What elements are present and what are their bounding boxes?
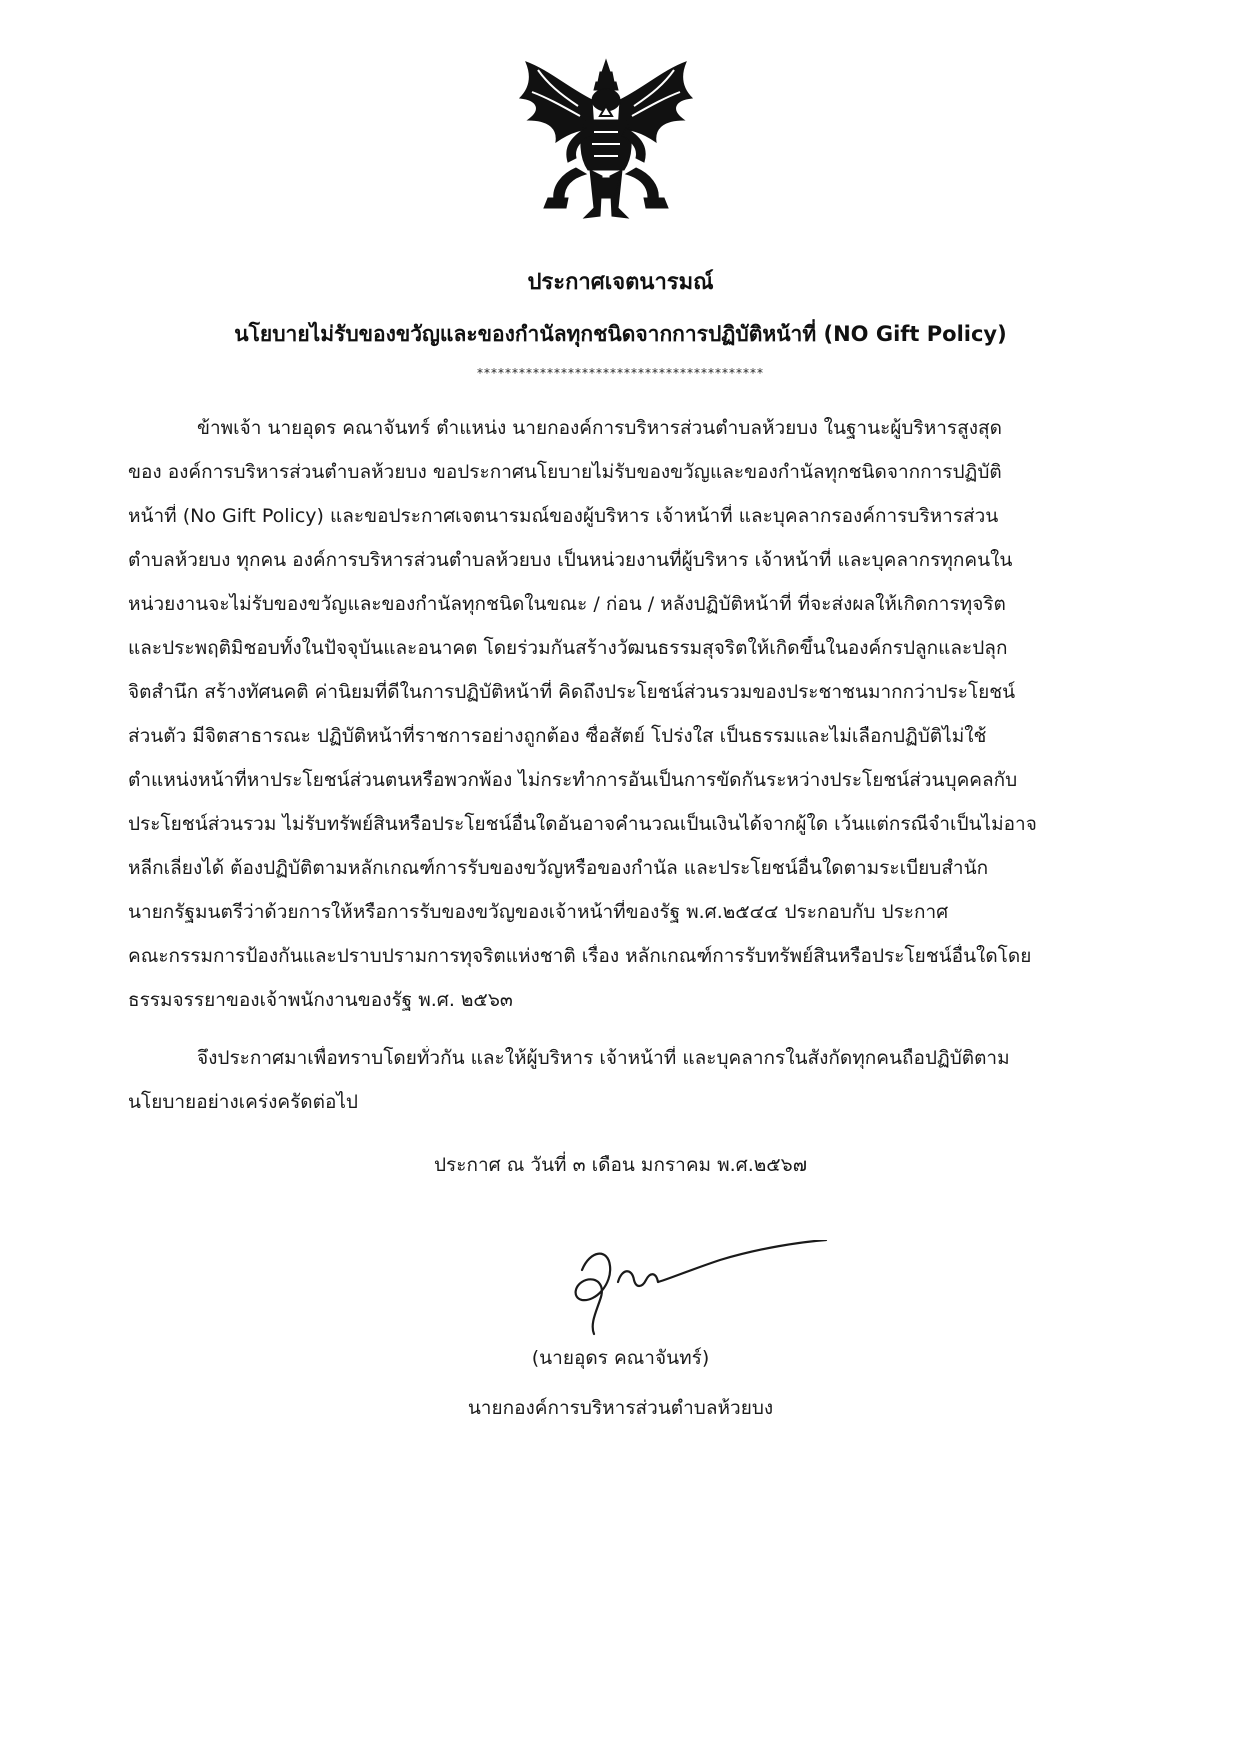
- paragraph-1-line: หน่วยงานจะไม่รับของขวัญและของกำนัลทุกชนิดในขณะ / ก่อน / หลังปฏิบัติหน้าที่ ที่จะส่งผลให้เกิดการทุจริต: [128, 593, 1006, 615]
- garuda-emblem-icon: [508, 58, 704, 222]
- paragraph-1-line: คณะกรรมการป้องกันและปราบปรามการทุจริตแห่งชาติ เรื่อง หลักเกณฑ์การรับทรัพย์สินหรือประโยชน์อื่นใดโดย: [128, 945, 1032, 967]
- document-title: ประกาศเจตนารมณ์: [527, 270, 714, 295]
- signer-position: นายกองค์การบริหารส่วนตำบลห้วยบง: [467, 1397, 774, 1419]
- signer-name: (นายอุดร คณาจันทร์): [531, 1347, 710, 1369]
- paragraph-1-line: และประพฤติมิชอบทั้งในปัจจุบันและอนาคต โดยร่วมกันสร้างวัฒนธรรมสุจริตให้เกิดขึ้นในองค์กรปลูกและปลุก: [128, 637, 1008, 659]
- paragraph-1-line: ของ องค์การบริหารส่วนตำบลห้วยบง ขอประกาศนโยบายไม่รับของขวัญและของกำนัลทุกชนิดจากการปฏิบัติ: [128, 461, 1002, 483]
- paragraph-2-line: จึงประกาศมาเพื่อทราบโดยทั่วกัน และให้ผู้บริหาร เจ้าหน้าที่ และบุคลากรในสังกัดทุกคนถือปฏิบัติตาม: [197, 1047, 1010, 1069]
- paragraph-1-line: หลีกเลี่ยงได้ ต้องปฏิบัติตามหลักเกณฑ์การรับของขวัญหรือของกำนัล และประโยชน์อื่นใดตามระเบียบสำนัก: [128, 857, 989, 879]
- paragraph-1-line: ข้าพเจ้า นายอุดร คณาจันทร์ ตำแหน่ง นายกองค์การบริหารส่วนตำบลห้วยบง ในฐานะผู้บริหารสูงสุด: [197, 417, 1002, 439]
- paragraph-1-line: ส่วนตัว มีจิตสาธารณะ ปฏิบัติหน้าที่ราชการอย่างถูกต้อง ซื่อสัตย์ โปร่งใส เป็นธรรมและไม่เลือกปฏิบัติไม่ใช้: [128, 725, 987, 747]
- paragraph-1-line: หน้าที่ (No Gift Policy) และขอประกาศเจตนารมณ์ของผู้บริหาร เจ้าหน้าที่ และบุคลากรองค์การบริหารส่วน: [128, 505, 999, 527]
- announcement-date: ประกาศ ณ วันที่ ๓ เดือน มกราคม พ.ศ.๒๕๖๗: [433, 1154, 808, 1176]
- paragraph-1-line: ประโยชน์ส่วนรวม ไม่รับทรัพย์สินหรือประโยชน์อื่นใดอันอาจคำนวณเป็นเงินได้จากผู้ใด เว้นแต่กรณีจำเป็นไม่อาจ: [128, 813, 1037, 835]
- paragraph-1-line: ธรรมจรรยาของเจ้าพนักงานของรัฐ พ.ศ. ๒๕๖๓: [128, 989, 513, 1011]
- handwritten-signature: [560, 1240, 840, 1340]
- paragraph-1-line: ตำบลห้วยบง ทุกคน องค์การบริหารส่วนตำบลห้วยบง เป็นหน่วยงานที่ผู้บริหาร เจ้าหน้าที่ และบุคลากรทุกคนใน: [128, 549, 1013, 571]
- paragraph-1-line: จิตสำนึก สร้างทัศนคติ ค่านิยมที่ดีในการปฏิบัติหน้าที่ คิดถึงประโยชน์ส่วนรวมของประชาชนมากกว่าประโยชน์: [128, 681, 1016, 703]
- paragraph-2-line: นโยบายอย่างเคร่งครัดต่อไป: [128, 1091, 358, 1113]
- document-subtitle: นโยบายไม่รับของขวัญและของกำนัลทุกชนิดจากการปฏิบัติหน้าที่ (NO Gift Policy): [234, 322, 1007, 346]
- paragraph-1-line: ตำแหน่งหน้าที่หาประโยชน์ส่วนตนหรือพวกพ้อง ไม่กระทำการอันเป็นการขัดกันระหว่างประโยชน์ส่วนบุคคลกับ: [128, 769, 1018, 791]
- paragraph-1-line: นายกรัฐมนตรีว่าด้วยการให้หรือการรับของขวัญของเจ้าหน้าที่ของรัฐ พ.ศ.๒๕๔๔ ประกอบกับ ประกาศ: [128, 901, 949, 923]
- separator: *****************************************: [477, 366, 764, 380]
